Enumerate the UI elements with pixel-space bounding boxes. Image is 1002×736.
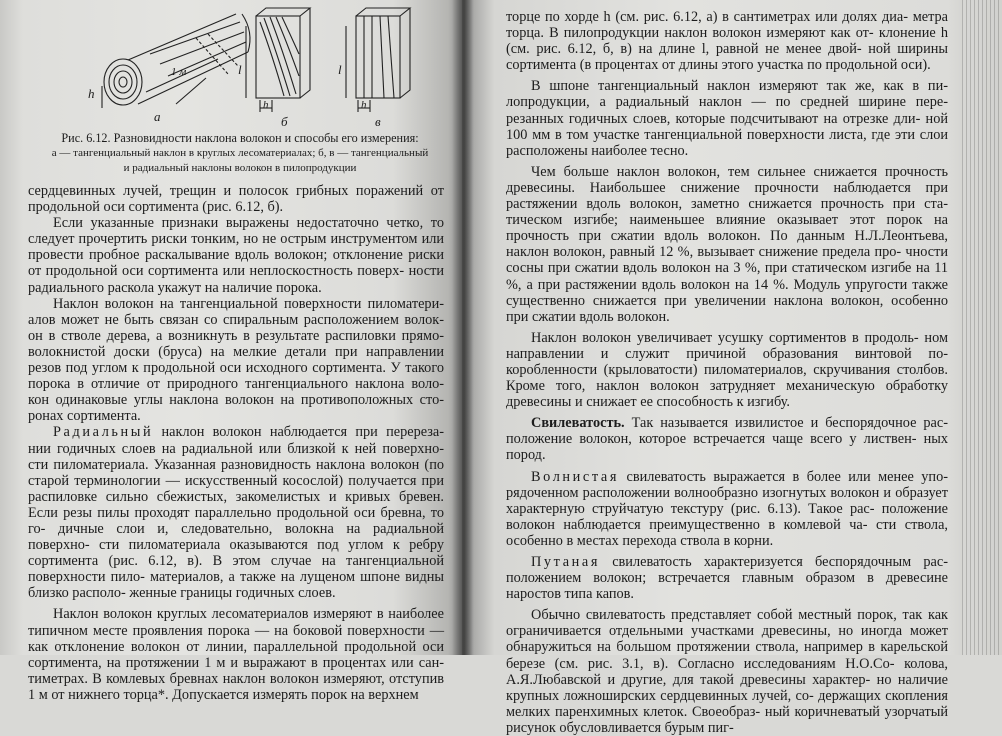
text-line: упругости также существенно снижается при увеличении наклона (506, 276, 948, 309)
text-line: сти пиломатериала оказываются под углом к ребру сортимента (28, 537, 444, 570)
text-line: резы пилы проходят параллельно продольной оси бревна, то го- (28, 504, 445, 537)
book-gutter (452, 0, 474, 655)
text-line: Наклон волокон круглых лесоматериалов измеряют в наиболее (53, 606, 444, 623)
text-line: тическом изгибе; наименьшее влияние оказывает этот порок на (506, 212, 948, 229)
text-line: положение волокон, которое встречается чаще всего у листвен- (506, 431, 917, 448)
text-line: ных пород. (506, 431, 948, 464)
text-line: торце по хорде h (см. рис. 6.12, а) в сантиметрах или долях диа- (506, 9, 909, 25)
label-c: в (375, 114, 381, 129)
text-line: ной 100 мм в том участке тангенциальной поверхности листа, где (506, 110, 948, 143)
paragraph (506, 78, 948, 158)
text-line: женные границы годичных слоев. (129, 585, 336, 602)
text-line: Наклон волокон на тангенциальной поверхности пиломатери- (53, 295, 444, 312)
spaced-term: Путаная (531, 554, 601, 570)
text-line: риски от продольной оси сортимента или неплоскостность поверх- (28, 247, 445, 280)
left-page (0, 0, 462, 703)
text-line: Обычно свилеватость представляет собой местный порок, так (531, 607, 923, 624)
label-h-a: h (88, 86, 95, 101)
page-edges (962, 0, 1002, 655)
text-line: (рис. 6.12, в). В этом случае на тангенциальной поверхности пило- (28, 553, 445, 586)
text-line: продольной оси сортимента (рис. 6.12, б). (28, 199, 284, 216)
spaced-term: Волнистая (531, 468, 620, 485)
text-line: волокон, особенно при сжатии вдоль волокон. (506, 292, 948, 325)
text-line: ном направлении и служит причиной образования винтовой по- (506, 329, 948, 362)
figure-6-12 (88, 4, 428, 130)
right-body (506, 9, 948, 736)
text-line: как ограничивается отдельными участками древесины, но иногда (506, 607, 948, 640)
paragraph (506, 9, 948, 73)
text-line: ности радиального раскола укажут на наличие порока. (28, 263, 444, 296)
text-line: рядоченном расположении волнообразно изогнутых волокон и (506, 484, 892, 501)
text-line: положением волокон; встречается главным образом в древесине (506, 570, 948, 587)
text-line: или провести пробное раскалывание вдоль волокон; отклонение (28, 231, 445, 264)
label-h-b: h (263, 99, 269, 111)
paragraph (506, 415, 948, 463)
paragraph (28, 296, 444, 425)
label-l-b: l (238, 62, 242, 77)
text-line: как отклонение волокон от линии, параллельной продольной оси (28, 638, 444, 655)
text-line: метра торца. В пилопродукции наклон волокон измеряют как от- (506, 9, 948, 42)
text-line: следует прочертить риски тонким, но не острым инструментом (28, 231, 418, 248)
text-line: продольной оси). (825, 57, 931, 74)
text-line: сти пиломатериала. Указанная разновидность наклона волокон (по (28, 456, 444, 473)
text-line: свилеватость выражается в более или менее упо- (619, 468, 948, 485)
text-line: тиметрах. В комлевых бревнах наклон волокон измеряют, отступив (28, 670, 444, 687)
text-line: может обнаружиться на большом протяжении ствола, например в (506, 623, 949, 656)
section-term: Свилеватость. (531, 415, 625, 432)
label-l-c: l (338, 62, 342, 77)
paragraph (506, 554, 948, 602)
text-line: изгибе на 11 %, а при растяжении вдоль волокон на 14 %. Модуль (506, 260, 949, 293)
text-line: наклон волокон наблюдается при перереза- (153, 424, 444, 441)
text-line: распиловке сильно сбежистых, закомелистых и кривых бревен. Если (28, 488, 444, 521)
caption-desc-1: а — тангенциальный наклон в круглых лесоматериалах; б, в — тангенциальный (51, 147, 429, 159)
label-h-c: h (361, 99, 367, 111)
text-line: Наклон волокон увеличивает усушку сортиментов в продоль- (531, 329, 919, 346)
text-line: растяжении вдоль волокон, заметно снижается прочность при ста- (506, 196, 948, 213)
text-line: карельской березе (см. рис. 3.1, в). Согласно исследованиям Н.О.Со- (506, 639, 948, 672)
text-line: ной ширины сортимента (в процентах от длины этого участка по (506, 41, 948, 74)
text-line: Чем больше наклон волокон, тем сильнее снижается прочность (531, 163, 948, 180)
text-line: сердцевинных лучей, трещин и полосок грибных поражений от (28, 183, 444, 199)
text-line: обработку древесины и снижает ее способность к изгибу. (506, 378, 949, 411)
paragraph (28, 215, 444, 295)
text-line: но наличие крупных ложноширских сердцевинных лучей, со- (506, 671, 948, 704)
caption-desc-2: и радиальный наклоны волокон в пилопродукции (123, 162, 357, 174)
text-line: волокнистой доски (бруса) на мелкие детали при направлении (28, 343, 444, 360)
right-page (462, 0, 1002, 736)
label-a: а (154, 109, 161, 124)
text-line: столбов. Кроме того, наклон волокон затрудняет механическую (506, 361, 948, 395)
text-line: ронах сортимента. (28, 408, 141, 425)
text-line: клонение h (см. рис. 6.12, б, в) на длине l, равной не менее двой- (506, 25, 948, 58)
text-line: материалов, а также на лущеном шпоне видны близко располо- (28, 569, 445, 602)
text-line: резов под углом к продольной оси исходного сортимента. У такого (28, 360, 444, 377)
text-line: сти ствола, особенно в местах перехода ствола в корни. (506, 516, 948, 549)
text-line: колова, А.Я.Любавской и другие, для такой древесины характер- (506, 655, 949, 688)
text-line: Так называется извилистое и беспорядочное рас- (624, 415, 948, 432)
text-line: образует характерную струйчатую текстуру (рис. 6.13). Такое рас- (506, 484, 949, 517)
text-line: резанных годичных слоев, которые подсчитывают на отрезке дли- (506, 110, 921, 127)
text-line: кон одинаковые углы наклона волокон на противоположных сто- (28, 392, 444, 409)
left-body (28, 183, 444, 703)
paragraph (506, 469, 948, 549)
paragraph (28, 424, 444, 601)
text-line: порока в отличие от природного тангенциального наклона воло- (28, 376, 444, 393)
text-line: сортимента, на протяжении 1 м и выражают в процентах или сан- (28, 654, 444, 671)
text-line: наклон волокон, равный 12 %, вызывает снижение предела про- (506, 244, 902, 261)
text-line: свилеватость характеризуется беспорядочным рас- (600, 554, 948, 570)
label-b: б (281, 114, 288, 129)
text-line: Если указанные признаки выражены недостаточно четко, то (53, 215, 444, 232)
text-line: чности сосны при сжатии вдоль волокон на 3 %, при статическом (506, 244, 948, 277)
text-line: дичные слои и, следовательно, волокна на радиальной поверхно- (28, 520, 445, 554)
text-line: ный коричневатый узорчатый рисунок обусловливается бурым пиг- (506, 703, 949, 736)
paragraph (506, 330, 948, 410)
text-line: лопродукции, а радиальный наклон — по средней ширине пере- (506, 94, 948, 111)
fiber-slope-illustration (88, 4, 428, 130)
text-line: эти слои расположены наиболее тесно. (506, 126, 948, 159)
text-line: держащих скопления мелких паренхимных клеток. Своеобраз- (506, 687, 948, 720)
figure-caption (28, 131, 452, 176)
label-1m: 1 м (171, 66, 187, 78)
text-line: В шпоне тангенциальный наклон измеряют так же, как в пи- (531, 78, 948, 95)
paragraph (28, 183, 444, 215)
text-line: прочность при сжатии вдоль волокон. По данным Н.Л.Леонтьева, (506, 228, 948, 245)
text-line: коробленности (крыловатости) пиломатериалов, скручивания (506, 361, 891, 378)
text-line: алов может не быть связан со спиральным расположением волок- (28, 311, 444, 328)
text-line: древесины. Наибольшее снижение прочности наблюдается при (506, 179, 948, 196)
text-line: старой терминологии — искусственный косослой) получается при (28, 472, 444, 489)
paragraph (506, 607, 948, 736)
paragraph (28, 606, 444, 703)
text-line: положение волокон наблюдается преимущественно в комлевой ча- (506, 500, 948, 533)
text-line: он в стволе дерева, а возникнуть в результате распиловки прямо- (28, 327, 444, 344)
text-line: нии годичных слоев на радиальной или близкой к ней поверхно- (28, 440, 444, 457)
text-line: наростов типа капов. (506, 586, 635, 603)
text-line: 1 м от нижнего торца*. Допускается измерять порок на верхнем (28, 686, 419, 703)
paragraph (506, 164, 948, 325)
spaced-term: Радиальный (53, 424, 154, 441)
text-line: типичном месте проявления порока — на боковой поверхности — (28, 622, 444, 639)
caption-title: Рис. 6.12. Разновидности наклона волокон и способы его измерения: (61, 131, 419, 145)
